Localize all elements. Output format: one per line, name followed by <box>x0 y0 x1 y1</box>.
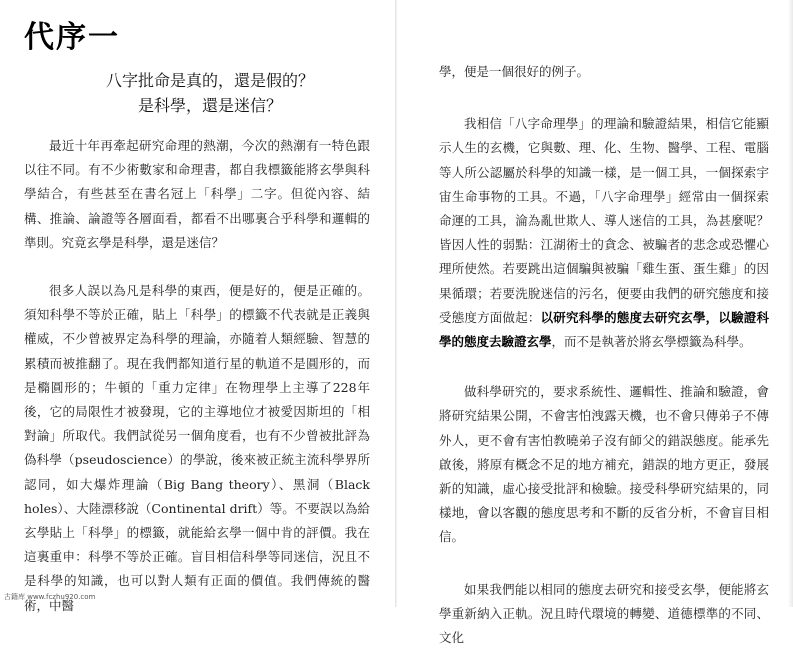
page-edge <box>788 0 793 607</box>
left-body-text <box>24 134 370 618</box>
paragraph-research: 做科學研究的，要求系統性、邏輯性、推論和驗證，會將研究結果公開，不會害怕洩露天機，也不會只傳弟子不傳外人，更不會有害怕教曉弟子沒有師父的錯誤態度。能承先啟後，將原有概念不足的地方補充，錯誤的地方更正，發展新的知識，虛心接受批評和檢驗。接受科學研究結果的，同樣地，會以客觀的態度思考和不斷的反省分析，不會盲目相信。 <box>439 384 769 545</box>
bold-statement: 以研究科學的態度去研究玄學，以驗證科學的態度去驗證玄學 <box>439 309 769 350</box>
paragraph-continuation: 學，便是一個很好的例子。 <box>439 64 590 79</box>
belief-text: 我相信「八字命理學」的理論和驗證結果，相信它能顯示人生的玄機，它與數、理、化、生物、醫學、工程、電腦等人所公認屬於科學的知識一樣，是一個工具，一個探索宇宙生命事物的工具。不過，「八字命理學」經常由一個探索命運的工具，淪為亂世欺人、導人迷信的工具，為甚麼呢？皆因人性的弱點：江湖術士的貪念、被騙者的悲念或恐懼心理所使然。若要跳出這個騙與被騙「雞生蛋、蛋生雞」的因果循環；若要洗脫迷信的污名，便要由我們的研究態度和接受態度方面做起： <box>439 116 769 325</box>
subtitle-line-1: 八字批命是真的，還是假的？ <box>105 71 314 90</box>
footer-watermark: 古籍库 www.fczhu920.com <box>4 593 96 601</box>
subtitle-line-2: 是科學，還是迷信？ <box>137 96 282 115</box>
belief-text-end: ，而不是執著於將玄學標籤為科學。 <box>551 334 752 350</box>
paragraph-intro: 最近十年再牽起研究命理的熱潮，今次的熱潮有一特色跟以往不同。有不少術數家和命理書，都自我標籤能將玄學與科學結合，有些甚至在書名冠上「科學」二字。但從內容、結構、推論、論證等各層面看，都看不出哪裏合乎科學和邏輯的準則。究竟玄學是科學，還是迷信？ <box>24 138 370 250</box>
right-body-text <box>439 60 769 650</box>
right-page <box>397 0 793 646</box>
paragraph-conclusion: 如果我們能以相同的態度去研究和接受玄學，便能將玄學重新納入正軌。況且時代環境的轉變、道德標準的不同、文化 <box>439 581 769 646</box>
subtitle <box>60 68 360 118</box>
paragraph-science-not-correct: 很多人誤以為凡是科學的東西，便是好的，便是正確的。須知科學不等於正確，貼上「科學」的標籤不代表就是正義與權威，不少曾被界定為科學的理論，亦隨着人類經驗、智慧的累積而被推翻了。現在我們都知道行星的軌道不是圓形的，而是橢圓形的；牛頓的「重力定律」在物理學上主導了228年後，它的局限性才被發現，它的主導地位才被愛因斯坦的「相對論」所取代。我們試從另一個角度看，也有不少曾被批評為偽科學（pseudoscience）的學說，後來被正統主流科學界所認同，如大爆炸理論（Big Bang theory）、黑洞（Black holes）、大陸漂移說（Continental drift）等。不要誤以為給玄學貼上「科學」的標籤，就能給玄學一個中肯的評價。我在這裏重申：科學不等於正確。盲目相信科學等同迷信，況且不是科學的知識，也可以對人類有正面的價值。我們傳統的醫術，中醫 <box>24 283 370 613</box>
paragraph-belief <box>439 112 769 354</box>
chapter-title: 代序一 <box>24 20 120 55</box>
left-page <box>0 0 396 613</box>
